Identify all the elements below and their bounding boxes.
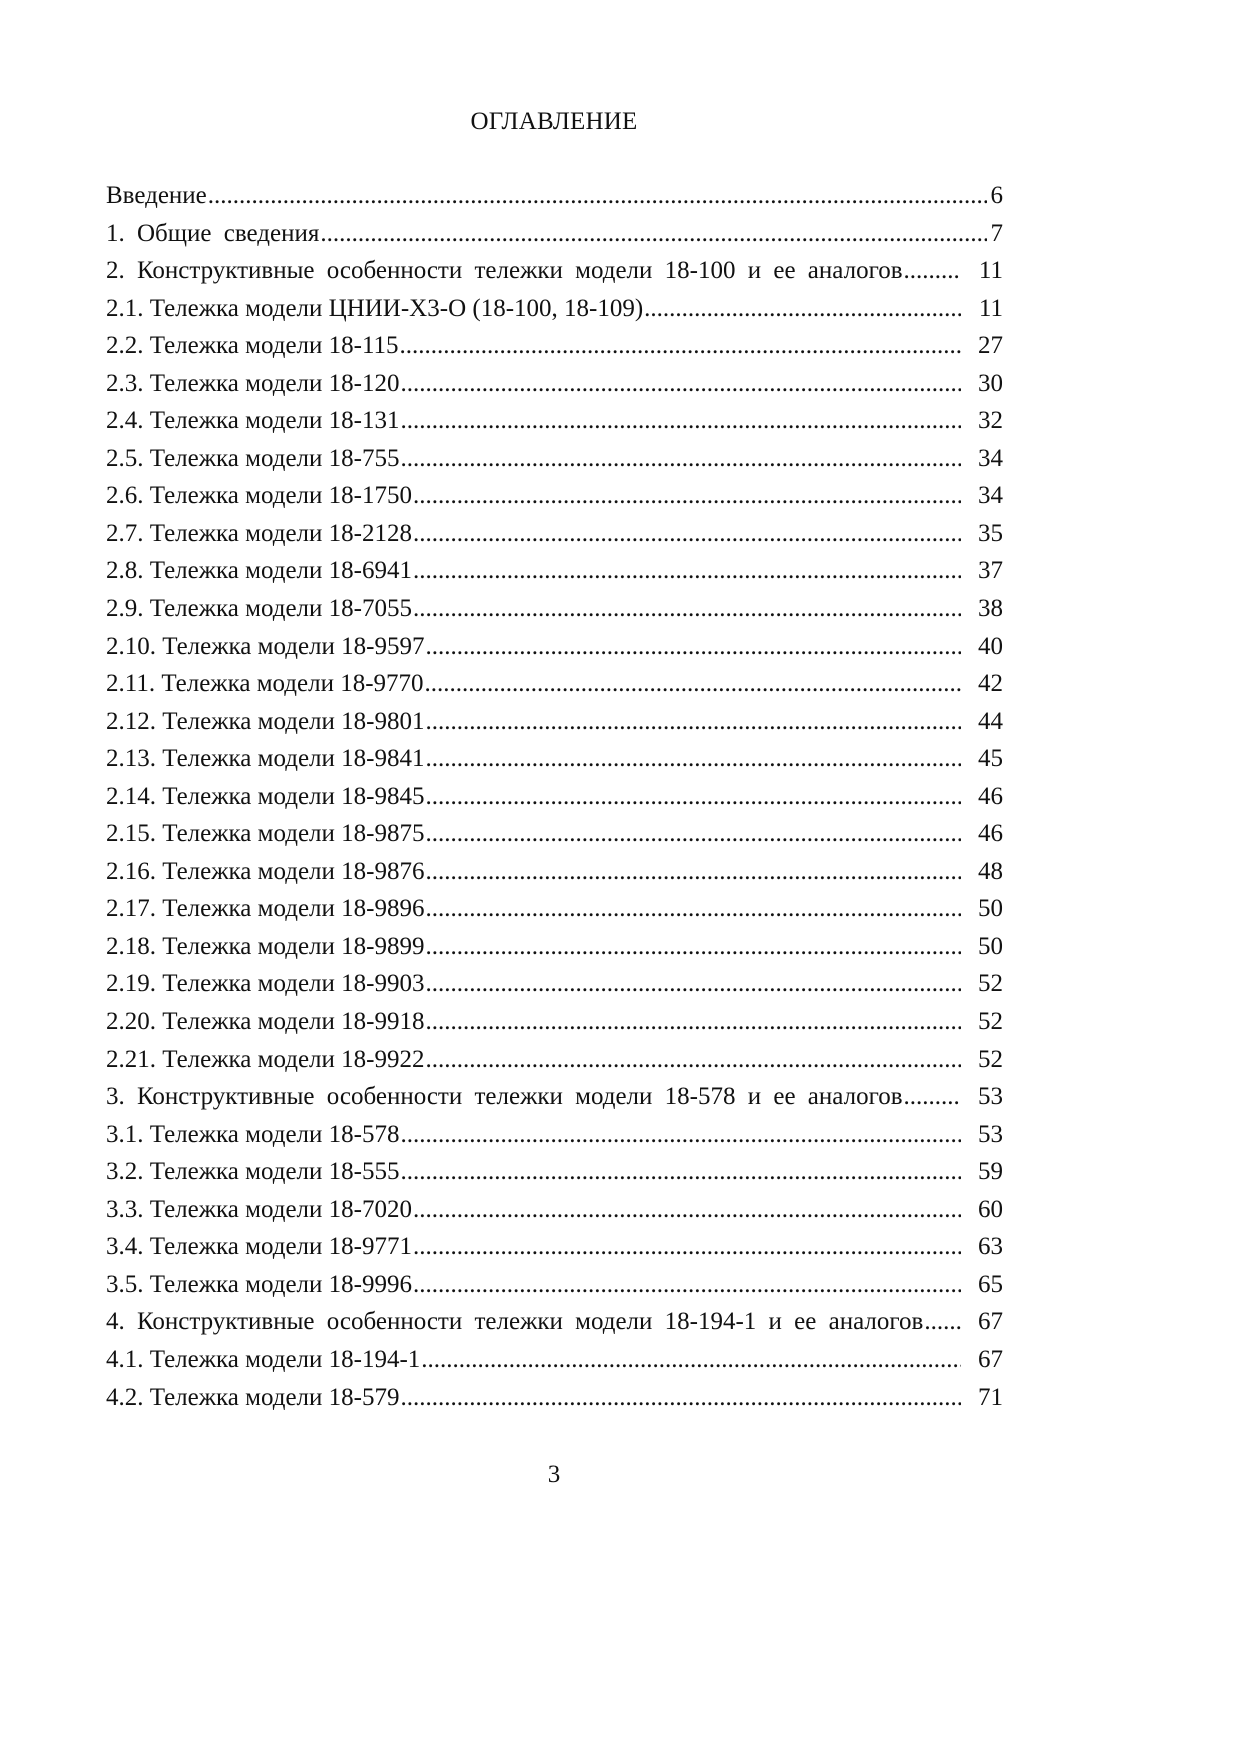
toc-entry-label: 4.1. Тележка модели 18-194-1 <box>106 1345 421 1373</box>
toc-entry-section[interactable] <box>106 1191 1003 1229</box>
toc-entry-page-number: 67 <box>978 1308 1003 1336</box>
toc-dot-leader <box>904 1078 962 1116</box>
table-of-contents <box>106 177 1003 1416</box>
toc-entry-section[interactable] <box>106 928 1003 966</box>
toc-entry-page-number: 53 <box>978 1083 1003 1111</box>
toc-entry-label: 3.1. Тележка модели 18-578 <box>106 1120 400 1148</box>
toc-entry-label: 2.2. Тележка модели 18-115 <box>106 332 399 360</box>
toc-entry-page-number: 50 <box>978 932 1003 960</box>
page-number: 3 <box>547 1461 561 1488</box>
toc-entry-label: 2.13. Тележка модели 18-9841 <box>106 745 425 773</box>
toc-dot-leader <box>413 1191 961 1229</box>
toc-entry-label: 2. Конструктивные особенности тележки модели 18-100 и ее аналогов <box>106 257 903 285</box>
toc-entry-page-number: 50 <box>978 895 1003 923</box>
toc-entry-section[interactable] <box>106 402 1003 440</box>
toc-entry-section[interactable] <box>106 890 1003 928</box>
toc-dot-leader <box>400 402 961 440</box>
toc-entry-section[interactable] <box>106 1266 1003 1304</box>
toc-dot-leader <box>425 1003 961 1041</box>
toc-entry-section[interactable] <box>106 1379 1003 1417</box>
toc-dot-leader <box>400 327 961 365</box>
toc-dot-leader <box>425 928 961 966</box>
toc-entry-page-number: 48 <box>978 857 1003 885</box>
toc-dot-leader <box>421 1341 961 1379</box>
toc-entry-label: 2.3. Тележка модели 18-120 <box>106 369 400 397</box>
toc-entry-label: 2.15. Тележка модели 18-9875 <box>106 820 425 848</box>
toc-dot-leader <box>924 1303 961 1341</box>
toc-entry-label: 3.3. Тележка модели 18-7020 <box>106 1195 412 1223</box>
toc-dot-leader <box>413 515 961 553</box>
toc-entry-page-number: 52 <box>978 1045 1003 1073</box>
toc-entry-section[interactable] <box>106 477 1003 515</box>
toc-entry-section[interactable] <box>106 552 1003 590</box>
toc-entry-label: 3. Конструктивные особенности тележки модели 18-578 и ее аналогов <box>106 1083 903 1111</box>
toc-entry-chapter[interactable] <box>106 1303 1003 1341</box>
toc-entry-section[interactable] <box>106 1041 1003 1079</box>
toc-entry-page-number: 40 <box>978 632 1003 660</box>
toc-entry-section[interactable] <box>106 1341 1003 1379</box>
toc-entry-page-number: 60 <box>978 1195 1003 1223</box>
toc-dot-leader <box>413 552 961 590</box>
toc-entry-page-number: 35 <box>978 519 1003 547</box>
toc-entry-page-number: 65 <box>978 1270 1003 1298</box>
toc-dot-leader <box>400 365 961 403</box>
toc-entry-page-number: 46 <box>978 782 1003 810</box>
toc-entry-label: 3.2. Тележка модели 18-555 <box>106 1158 400 1186</box>
toc-entry-label: 2.11. Тележка модели 18-9770 <box>106 670 424 698</box>
toc-dot-leader <box>425 1041 961 1079</box>
toc-entry-label: 4. Конструктивные особенности тележки модели 18-194-1 и ее аналогов <box>106 1308 924 1336</box>
toc-entry-section[interactable] <box>106 665 1003 703</box>
toc-entry-section[interactable] <box>106 815 1003 853</box>
toc-entry-chapter[interactable] <box>106 215 1003 253</box>
toc-dot-leader <box>425 853 961 891</box>
toc-dot-leader <box>320 215 986 253</box>
toc-entry-page-number: 63 <box>978 1233 1003 1261</box>
toc-entry-page-number: 27 <box>978 332 1003 360</box>
toc-entry-section[interactable] <box>106 1153 1003 1191</box>
toc-entry-section[interactable] <box>106 515 1003 553</box>
toc-entry-label: 2.21. Тележка модели 18-9922 <box>106 1045 425 1073</box>
toc-dot-leader <box>425 740 961 778</box>
toc-dot-leader <box>425 965 961 1003</box>
toc-entry-label: 2.5. Тележка модели 18-755 <box>106 444 400 472</box>
toc-entry-page-number: 45 <box>978 745 1003 773</box>
toc-entry-chapter[interactable] <box>106 1078 1003 1116</box>
toc-entry-page-number: 30 <box>978 369 1003 397</box>
toc-entry-page-number: 6 <box>990 182 1003 209</box>
toc-entry-label: 2.16. Тележка модели 18-9876 <box>106 857 425 885</box>
toc-entry-section[interactable] <box>106 327 1003 365</box>
toc-entry-page-number: 42 <box>978 670 1003 698</box>
toc-dot-leader <box>413 1228 961 1266</box>
toc-entry-label: 2.7. Тележка модели 18-2128 <box>106 519 412 547</box>
toc-entry-page-number: 32 <box>978 407 1003 435</box>
toc-dot-leader <box>425 815 961 853</box>
toc-entry-chapter[interactable] <box>106 252 1003 290</box>
toc-entry-label: 2.10. Тележка модели 18-9597 <box>106 632 425 660</box>
toc-entry-label: 2.20. Тележка модели 18-9918 <box>106 1008 425 1036</box>
toc-dot-leader <box>400 440 961 478</box>
toc-entry-page-number: 7 <box>990 219 1003 247</box>
toc-entry-page-number: 46 <box>978 820 1003 848</box>
toc-dot-leader <box>425 703 961 741</box>
toc-entry-section[interactable] <box>106 853 1003 891</box>
toc-entry-label: 2.19. Тележка модели 18-9903 <box>106 970 425 998</box>
toc-entry-page-number: 44 <box>978 707 1003 735</box>
toc-dot-leader <box>425 665 961 703</box>
toc-entry-label: 2.14. Тележка модели 18-9845 <box>106 782 425 810</box>
toc-dot-leader <box>425 890 961 928</box>
toc-entry-page-number: 34 <box>978 444 1003 472</box>
toc-entry-section[interactable] <box>106 365 1003 403</box>
toc-dot-leader <box>208 177 987 215</box>
page-title: ОГЛАВЛЕНИЕ <box>470 108 638 135</box>
toc-entry-label: 3.5. Тележка модели 18-9996 <box>106 1270 412 1298</box>
toc-entry-page-number: 59 <box>978 1158 1003 1186</box>
toc-entry-section[interactable] <box>106 290 1003 328</box>
toc-entry-page-number: 11 <box>978 257 1003 285</box>
toc-entry-label: 4.2. Тележка модели 18-579 <box>106 1383 400 1411</box>
toc-entry-section[interactable] <box>106 1228 1003 1266</box>
toc-entry-section[interactable] <box>106 1003 1003 1041</box>
toc-dot-leader <box>413 477 961 515</box>
toc-entry-page-number: 71 <box>978 1383 1003 1411</box>
toc-entry-section[interactable] <box>106 1116 1003 1154</box>
toc-entry-label: 3.4. Тележка модели 18-9771 <box>106 1233 412 1261</box>
toc-entry-label: 1. Общие сведения <box>106 219 320 247</box>
toc-entry-label: Введение <box>106 182 207 209</box>
toc-entry-label: 2.8. Тележка модели 18-6941 <box>106 557 412 585</box>
toc-entry-label: 2.6. Тележка модели 18-1750 <box>106 482 412 510</box>
toc-dot-leader <box>425 778 961 816</box>
toc-entry-label: 2.18. Тележка модели 18-9899 <box>106 932 425 960</box>
toc-entry-section[interactable] <box>106 440 1003 478</box>
toc-entry-page-number: 52 <box>978 970 1003 998</box>
toc-entry-section[interactable] <box>106 778 1003 816</box>
toc-entry-section[interactable] <box>106 590 1003 628</box>
toc-entry-page-number: 38 <box>978 595 1003 623</box>
toc-entry-section[interactable] <box>106 628 1003 666</box>
toc-entry-page-number: 52 <box>978 1008 1003 1036</box>
toc-dot-leader <box>400 1116 961 1154</box>
toc-dot-leader <box>644 290 961 328</box>
toc-entry-section[interactable] <box>106 965 1003 1003</box>
toc-dot-leader <box>904 252 962 290</box>
toc-entry-section[interactable] <box>106 703 1003 741</box>
toc-entry-label: 2.4. Тележка модели 18-131 <box>106 407 400 435</box>
toc-dot-leader <box>425 628 961 666</box>
toc-entry-page-number: 53 <box>978 1120 1003 1148</box>
toc-entry-label: 2.17. Тележка модели 18-9896 <box>106 895 425 923</box>
toc-entry-section[interactable] <box>106 740 1003 778</box>
toc-entry-label: 2.9. Тележка модели 18-7055 <box>106 595 412 623</box>
toc-entry-page-number: 34 <box>978 482 1003 510</box>
toc-entry-label: 2.1. Тележка модели ЦНИИ-Х3-О (18-100, 18-109) <box>106 294 644 322</box>
toc-entry-page-number: 67 <box>978 1345 1003 1373</box>
toc-dot-leader <box>413 590 961 628</box>
toc-dot-leader <box>400 1379 961 1417</box>
toc-entry-page-number: 11 <box>978 294 1003 322</box>
toc-entry-page-number: 37 <box>978 557 1003 585</box>
toc-entry-intro[interactable] <box>106 177 1003 215</box>
toc-dot-leader <box>413 1266 961 1304</box>
toc-dot-leader <box>400 1153 961 1191</box>
toc-entry-label: 2.12. Тележка модели 18-9801 <box>106 707 425 735</box>
